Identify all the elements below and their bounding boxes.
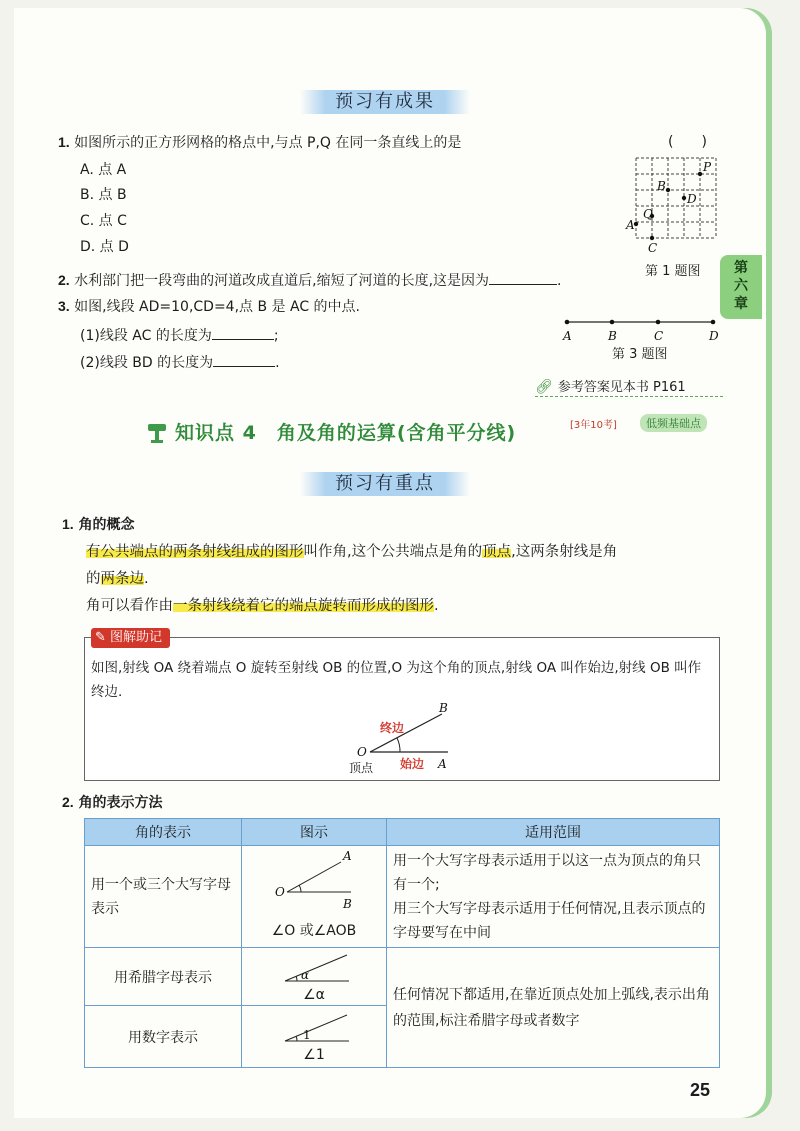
label-d: D	[687, 192, 697, 206]
text: 的	[86, 571, 101, 587]
angle-diagram	[340, 702, 470, 780]
label-one: 1	[303, 1027, 311, 1042]
label-q: Q	[643, 207, 653, 221]
figure-caption-q1: 第 1 题图	[645, 264, 701, 279]
sentence-end: .	[557, 273, 562, 289]
answer-reference-text: 参考答案见本书 P161	[557, 380, 686, 395]
pencil-icon: ✎	[95, 630, 106, 645]
answer-blank[interactable]	[489, 270, 557, 285]
highlight-sides: 两条边	[100, 571, 144, 587]
angle-figure-greek	[259, 951, 369, 987]
highlight-rotation: 一条射线绕着它的端点旋转而形成的图形	[173, 598, 434, 614]
label-a: A	[343, 849, 352, 863]
heading-number: 1.	[62, 516, 74, 532]
method-cell	[85, 948, 242, 1006]
label-b: B	[608, 329, 617, 343]
vertex-label: 顶点	[349, 761, 374, 775]
angle-figure-letters	[259, 846, 369, 920]
signpost-icon	[145, 420, 169, 444]
text: .	[144, 571, 149, 587]
angle-notation-table	[84, 818, 720, 1068]
question-3-sub1	[80, 325, 279, 345]
frequency-tag-text: 3年10考	[573, 420, 613, 431]
heading-text: 角的概念	[78, 517, 135, 533]
table-row	[85, 846, 720, 948]
sub-question-text: (2)线段 BD 的长度为	[80, 355, 214, 371]
method-text: 用一个或三个大写字母表示	[91, 876, 231, 917]
memo-label-text: 图解助记	[110, 630, 163, 645]
answer-blank[interactable]	[213, 352, 275, 367]
point-d	[711, 320, 716, 325]
label-alpha: α	[301, 967, 310, 982]
point-a	[565, 320, 570, 325]
scope-text-1: 用一个大写字母表示适用于以这一点为顶点的角只有一个;	[393, 852, 701, 893]
point-c	[650, 236, 654, 240]
page-number: 25	[690, 1080, 711, 1100]
answer-reference	[535, 376, 723, 397]
point-p	[698, 172, 702, 176]
question-number: 2.	[58, 272, 70, 288]
question-3-sub2	[80, 352, 280, 372]
figure-cell	[242, 948, 387, 1006]
highlight-vertex: 顶点	[482, 544, 512, 560]
concept-heading	[62, 515, 135, 534]
option-a: A. 点 A	[80, 162, 127, 178]
terminal-side-label: 终边	[380, 721, 405, 735]
scope-text: 任何情况下都适用,在靠近顶点处加上弧线,表示出角的范围,标注希腊字母或者数字	[393, 986, 710, 1029]
point-d	[682, 196, 686, 200]
concept-line-1	[86, 543, 726, 561]
link-icon: 🔗︎	[535, 379, 553, 395]
answer-blank[interactable]	[212, 325, 274, 340]
chapter-tab-label: 第六章	[734, 260, 748, 312]
label-b: B	[439, 702, 448, 715]
sentence-end: ;	[273, 328, 279, 344]
method-text: 用数字表示	[128, 1029, 198, 1046]
knowledge-point-header	[145, 418, 725, 448]
section-title-preview-focus: 预习有重点	[300, 472, 470, 496]
memo-label	[91, 628, 170, 648]
column-header: 图示	[242, 819, 387, 846]
concept-line-3	[86, 597, 439, 615]
initial-side-label: 始边	[400, 757, 425, 771]
figure-caption: ∠O 或∠AOB	[271, 923, 357, 939]
section-title-preview-results: 预习有成果	[300, 90, 470, 114]
question-number: 1.	[58, 134, 70, 150]
figure-cell	[242, 1006, 387, 1068]
label-p: P	[703, 160, 712, 174]
heading-text: 角的表示方法	[78, 795, 163, 811]
highlight-definition: 有公共端点的两条射线组成的图形	[86, 544, 304, 560]
method-cell	[85, 846, 242, 948]
segment-figure-q3	[555, 314, 730, 348]
scope-text-2: 用三个大写字母表示适用于任何情况,且表示顶点的字母要写在中间	[393, 900, 706, 941]
figure-caption: ∠1	[303, 1046, 325, 1063]
sentence-end: .	[275, 355, 280, 371]
memo-text: 如图,射线 OA 绕着端点 O 旋转至射线 OB 的位置,O 为这个角的顶点,射线 OA 叫作始边,射线 OB 叫作终边.	[91, 660, 702, 700]
knowledge-point-title: 知识点 4 角及角的运算(含角平分线)	[175, 422, 517, 444]
point-b	[666, 188, 670, 192]
grid-figure-q1	[620, 150, 730, 270]
label-b: B	[343, 897, 352, 911]
label-d: D	[709, 329, 719, 343]
option-c: C. 点 C	[80, 213, 127, 229]
angle-figure-number	[259, 1011, 369, 1047]
method-cell	[85, 1006, 242, 1068]
figure-caption-q3: 第 3 题图	[612, 347, 668, 362]
point-c	[656, 320, 661, 325]
table-header-row	[85, 819, 720, 846]
label-a: A	[563, 329, 572, 343]
representation-heading	[62, 793, 163, 812]
text: ,这两条射线是角	[511, 544, 618, 560]
option-d: D. 点 D	[80, 239, 129, 255]
answer-paren: ( )	[668, 134, 707, 150]
text: 角可以看作由	[86, 598, 173, 614]
heading-number: 2.	[62, 794, 74, 810]
question-text: 水利部门把一段弯曲的河道改成直道后,缩短了河道的长度,这是因为	[74, 273, 490, 289]
label-o: O	[275, 885, 285, 899]
concept-line-2	[86, 570, 149, 588]
method-text: 用希腊字母表示	[114, 969, 212, 986]
label-a: A	[626, 218, 635, 232]
point-b	[610, 320, 615, 325]
label-a: A	[438, 757, 447, 771]
question-3	[58, 297, 538, 316]
column-header: 角的表示	[85, 819, 242, 846]
question-text: 如图,线段 AD=10,CD=4,点 B 是 AC 的中点.	[74, 299, 360, 315]
column-header: 适用范围	[387, 819, 720, 846]
figure-cell	[242, 846, 387, 948]
label-b: B	[657, 179, 666, 193]
frequency-tag: [3年10考]	[570, 420, 617, 431]
figure-caption: ∠α	[303, 986, 325, 1003]
level-badge: 低频基础点	[640, 414, 707, 432]
chapter-tab[interactable]	[720, 255, 762, 319]
question-1	[58, 133, 618, 152]
question-number: 3.	[58, 298, 70, 314]
diagram-memo-box	[84, 630, 720, 781]
label-o: O	[357, 745, 367, 759]
scope-cell	[387, 846, 720, 948]
text: 叫作角,这个公共端点是角的	[303, 544, 483, 560]
question-2	[58, 270, 678, 290]
label-c: C	[654, 329, 664, 343]
scope-cell-shared	[387, 948, 720, 1068]
table-row	[85, 948, 720, 1006]
label-c: C	[648, 241, 658, 255]
question-text: 如图所示的正方形网格的格点中,与点 P,Q 在同一条直线上的是	[74, 135, 462, 151]
text: .	[434, 598, 439, 614]
sub-question-text: (1)线段 AC 的长度为	[80, 328, 212, 344]
option-b: B. 点 B	[80, 187, 127, 203]
